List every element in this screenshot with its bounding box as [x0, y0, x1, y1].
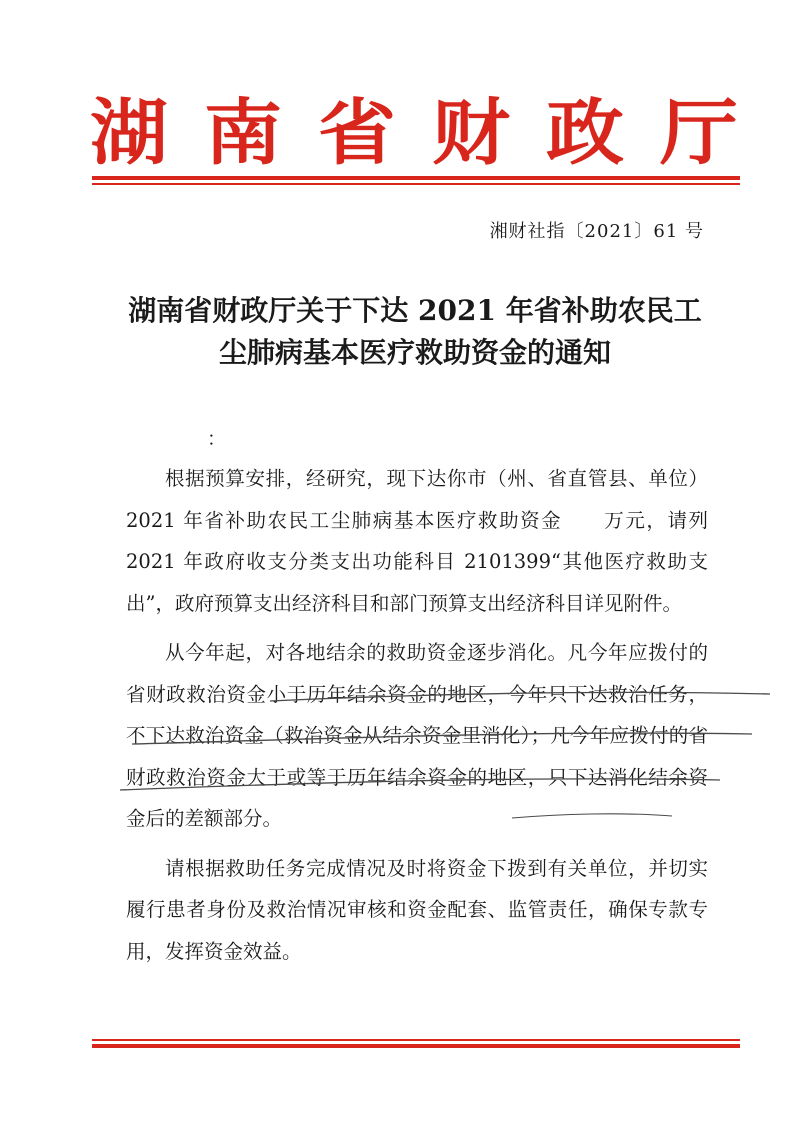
masthead-char: 厅: [659, 91, 740, 175]
red-divider-bottom-thick: [92, 1044, 740, 1048]
document-body: [126, 458, 708, 980]
title-line-1: 湖南省财政厅关于下达 2021 年省补助农民工: [128, 294, 702, 327]
salutation: ：: [207, 428, 227, 450]
red-divider-top-thick: [92, 176, 740, 180]
document-title: [90, 290, 740, 374]
masthead-char: 省: [317, 91, 398, 175]
paragraph: 从今年起，对各地结余的救助资金逐步消化。凡今年应拨付的省财政救治资金小于历年结余资金的地区，今年只下达救治任务，不下达救治资金（救治资金从结余资金里消化）；凡今年应拨付的省财政救治资金大于或等于历年结余资金的地区，只下达消化结余资金后的差额部分。: [126, 641, 708, 830]
red-divider-top-thin: [92, 183, 740, 185]
masthead-char: 财: [431, 91, 512, 175]
document-number: 湘财社指〔2021〕61 号: [489, 221, 704, 242]
masthead-char: 政: [545, 91, 626, 175]
paragraph: 根据预算安排，经研究，现下达你市（州、省直管县、单位）2021 年省补助农民工尘肺病基本医疗救助资金 万元，请列 2021 年政府收支分类支出功能科目 2101399“其他医疗救助支出”，政府预算支出经济科目和部门预算支出经济科目详见附件。: [126, 467, 708, 615]
red-divider-bottom-thin: [92, 1039, 740, 1041]
paragraph: 请根据救助任务完成情况及时将资金下拨到有关单位，并切实履行患者身份及救治情况审核和资金配套、监管责任，确保专款专用，发挥资金效益。: [126, 856, 708, 963]
title-line-2: 尘肺病基本医疗救助资金的通知: [218, 336, 611, 369]
agency-masthead: [90, 86, 740, 175]
masthead-char: 湖: [90, 91, 171, 175]
masthead-char: 南: [203, 91, 284, 175]
